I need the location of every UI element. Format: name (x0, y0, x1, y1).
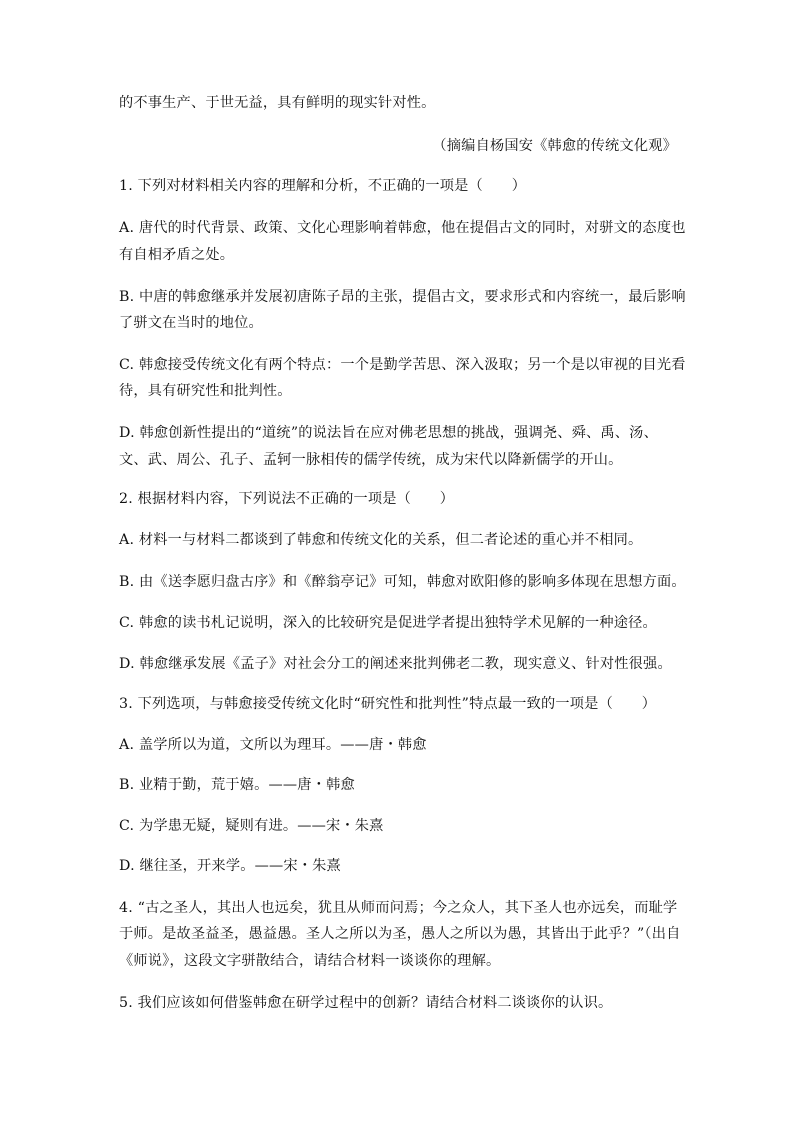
q4-line3: 《师说》，这段文字骈散结合，请结合材料一谈谈你的理解。 (119, 953, 501, 969)
q1-option-b-line2: 了骈文在当时的地位。 (119, 315, 263, 331)
q4-line1: 4. “古之圣人，其出人也远矣，犹且从师而问焉；今之众人，其下圣人也亦远矣，而耻学 (119, 900, 678, 916)
q3-stem: 3. 下列选项，与韩愈接受传统文化时“研究性和批判性”特点最一致的一项是（ ） (119, 696, 657, 712)
q2-option-d: D. 韩愈继承发展《孟子》对社会分工的阐述来批判佛老二教，现实意义、针对性很强。 (119, 656, 672, 672)
q2-option-b: B. 由《送李愿归盘古序》和《醉翁亭记》可知，韩愈对欧阳修的影响多体现在思想方面。 (119, 574, 686, 590)
q3-option-b: B. 业精于勤，荒于嬉。——唐・韩愈 (119, 777, 355, 793)
source-citation: （摘编自杨国安《韩愈的传统文化观》 (432, 138, 677, 154)
q2-stem: 2. 根据材料内容，下列说法不正确的一项是（ ） (119, 491, 455, 507)
q1-option-d-line1: D. 韩愈创新性提出的“道统”的说法旨在应对佛老思想的挑战，强调尧、舜、禹、汤、 (119, 425, 658, 441)
q2-option-c: C. 韩愈的读书札记说明，深入的比较研究是促进学者提出独特学术见解的一种途径。 (119, 615, 657, 631)
intro-tail-text: 的不事生产、于世无益，具有鲜明的现实针对性。 (119, 95, 436, 111)
q3-option-a: A. 盖学所以为道，文所以为理耳。——唐・韩愈 (119, 737, 427, 753)
q2-option-a: A. 材料一与材料二都谈到了韩愈和传统文化的关系，但二者论述的重心并不相同。 (119, 532, 643, 548)
q1-option-a-line2: 有自相矛盾之处。 (119, 247, 235, 263)
q1-option-c-line1: C. 韩愈接受传统文化有两个特点：一个是勤学苦思、深入汲取；另一个是以审视的目光看 (119, 357, 686, 373)
q5-line1: 5. 我们应该如何借鉴韩愈在研学过程中的创新？请结合材料二谈谈你的认识。 (119, 995, 613, 1011)
q1-option-b-line1: B. 中唐的韩愈继承并发展初唐陈子昂的主张，提倡古文，要求形式和内容统一，最后影响 (119, 289, 686, 305)
q1-option-a-line1: A. 唐代的时代背景、政策、文化心理影响着韩愈，他在提倡古文的同时，对骈文的态度也 (119, 220, 686, 236)
q1-option-d-line2: 文、武、周公、孔子、孟轲一脉相传的儒学传统，成为宋代以降新儒学的开山。 (119, 452, 623, 468)
q3-option-d: D. 继往圣，开来学。——宋・朱熹 (119, 858, 341, 874)
q1-option-c-line2: 待，具有研究性和批判性。 (119, 383, 292, 399)
q1-stem: 1. 下列对材料相关内容的理解和分析，不正确的一项是（ ） (119, 178, 527, 194)
q3-option-c: C. 为学患无疑，疑则有进。——宋・朱熹 (119, 818, 384, 834)
q4-line2: 于师。是故圣益圣，愚益愚。圣人之所以为圣，愚人之所以为愚，其皆出于此乎？”（出自 (119, 926, 681, 942)
